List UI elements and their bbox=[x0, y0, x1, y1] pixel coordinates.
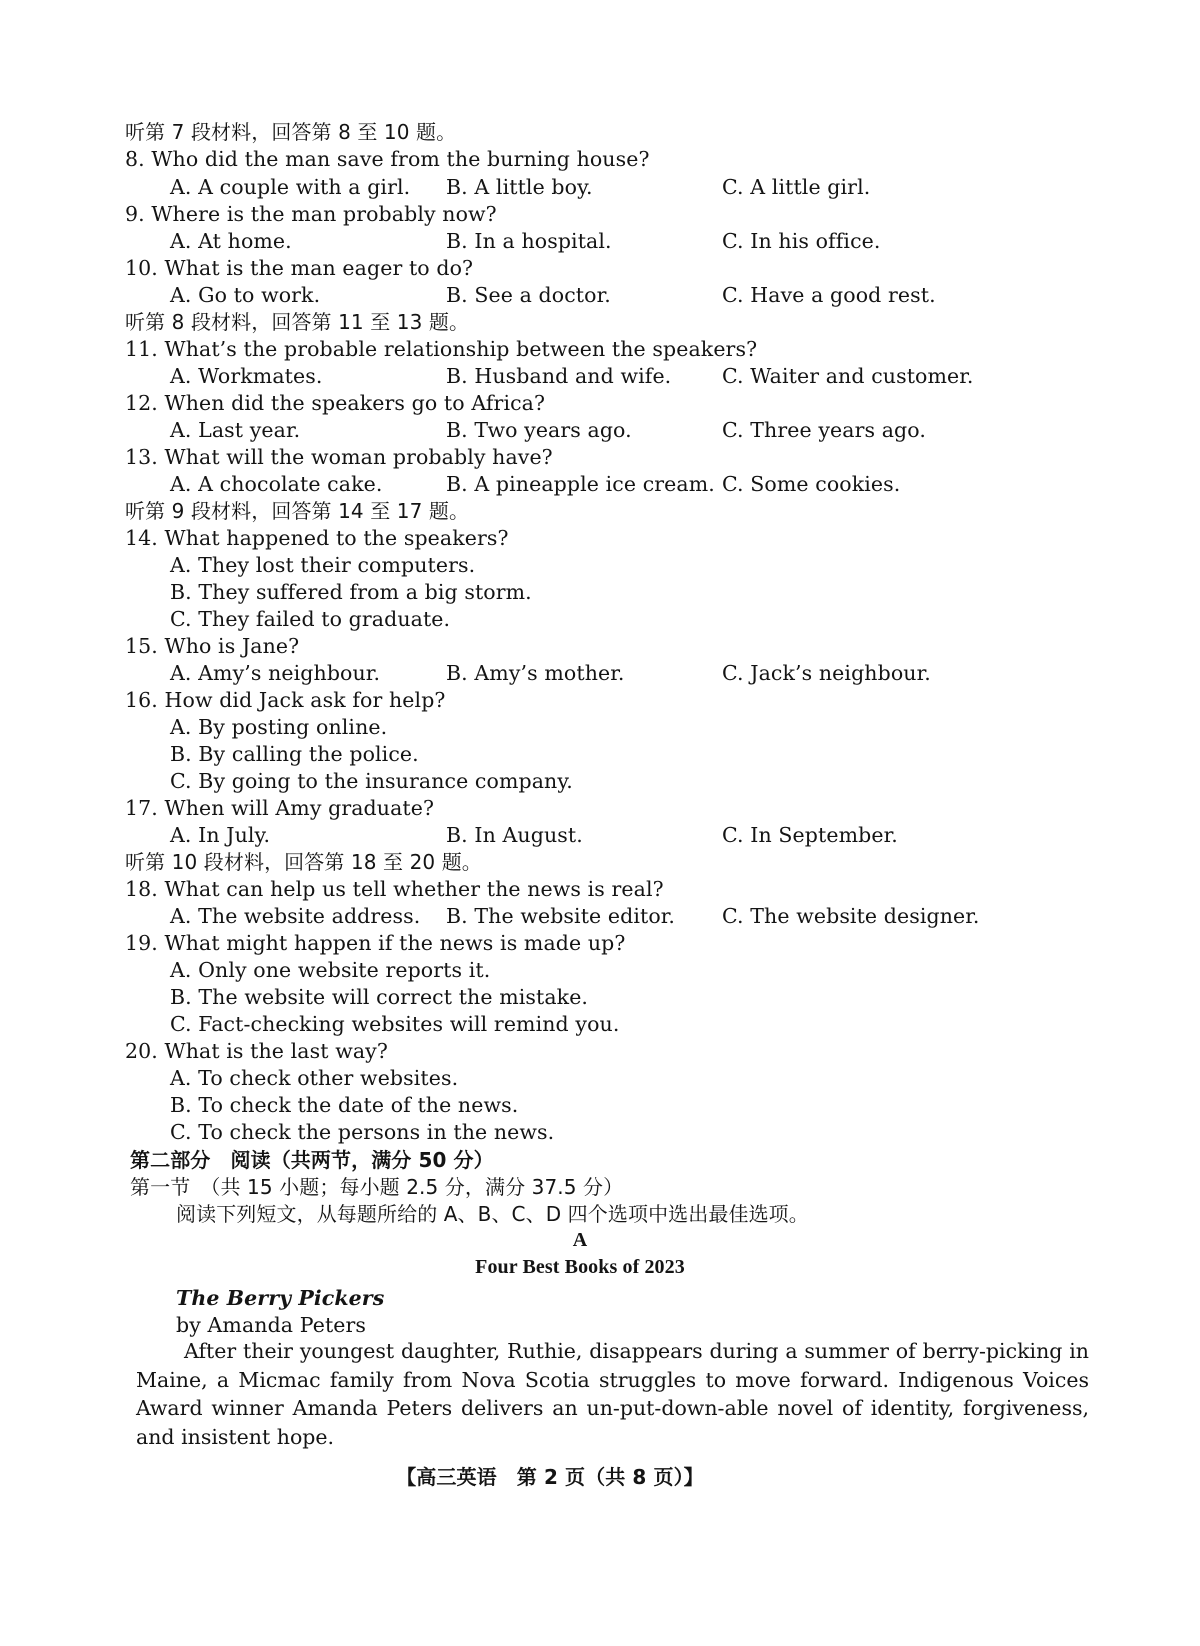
book-description: After their youngest daughter, Ruthie, disappears during a summer of berry-picking in Maine, a Micmac family from Nova Scotia struggles to move forward. Indigenous Voices Award winner Amanda Peters delivers an un-put-down-able novel of identity, forgiveness, and insistent hope. bbox=[136, 1339, 1089, 1449]
page-footer: 【高三英语 第 2 页（共 8 页）】 bbox=[396, 1465, 704, 1489]
question-17: 17. When will Amy graduate? bbox=[125, 796, 435, 820]
question-18: 18. What can help us tell whether the news is real? bbox=[125, 877, 664, 901]
option-a: A. Workmates. bbox=[170, 364, 323, 388]
question-8: 8. Who did the man save from the burning house? bbox=[125, 147, 650, 171]
option-a: A. Amy’s neighbour. bbox=[170, 661, 381, 685]
option-a: A. At home. bbox=[170, 229, 292, 253]
option-c: C. Three years ago. bbox=[722, 418, 926, 442]
option-c: C. A little girl. bbox=[722, 175, 871, 199]
option-c: C. In his office. bbox=[722, 229, 881, 253]
option-b: B. A pineapple ice cream. bbox=[446, 472, 715, 496]
question-20: 20. What is the last way? bbox=[125, 1039, 388, 1063]
question-16: 16. How did Jack ask for help? bbox=[125, 688, 446, 712]
question-9: 9. Where is the man probably now? bbox=[125, 202, 497, 226]
option-b: B. To check the date of the news. bbox=[170, 1093, 519, 1117]
question-12: 12. When did the speakers go to Africa? bbox=[125, 391, 546, 415]
option-a: A. Last year. bbox=[170, 418, 301, 442]
option-b: B. The website editor. bbox=[446, 904, 676, 928]
option-c: C. The website designer. bbox=[722, 904, 980, 928]
section-9-heading: 听第 9 段材料，回答第 14 至 17 题。 bbox=[125, 499, 470, 523]
option-b: B. See a doctor. bbox=[446, 283, 611, 307]
section-10-heading: 听第 10 段材料，回答第 18 至 20 题。 bbox=[125, 850, 482, 874]
part-2-heading: 第二部分 阅读（共两节，满分 50 分） bbox=[130, 1148, 494, 1172]
option-a: A. Only one website reports it. bbox=[170, 958, 491, 982]
question-13: 13. What will the woman probably have? bbox=[125, 445, 553, 469]
option-a: A. They lost their computers. bbox=[170, 553, 476, 577]
option-c: C. To check the persons in the news. bbox=[170, 1120, 555, 1144]
option-b: B. A little boy. bbox=[446, 175, 593, 199]
question-14: 14. What happened to the speakers? bbox=[125, 526, 509, 550]
option-b: B. The website will correct the mistake. bbox=[170, 985, 589, 1009]
option-c: C. In September. bbox=[722, 823, 898, 847]
question-19: 19. What might happen if the news is made up? bbox=[125, 931, 626, 955]
section-1-heading: 第一节 （共 15 小题；每小题 2.5 分，满分 37.5 分） bbox=[130, 1175, 624, 1199]
section-8-heading: 听第 8 段材料，回答第 11 至 13 题。 bbox=[125, 310, 470, 334]
passage-title: Four Best Books of 2023 bbox=[475, 1256, 685, 1278]
option-a: A. To check other websites. bbox=[170, 1066, 459, 1090]
option-b: B. Husband and wife. bbox=[446, 364, 672, 388]
option-c: C. Have a good rest. bbox=[722, 283, 936, 307]
book-title: The Berry Pickers bbox=[176, 1286, 385, 1310]
book-author: by Amanda Peters bbox=[176, 1313, 367, 1337]
option-a: A. In July. bbox=[170, 823, 271, 847]
passage-letter: A bbox=[572, 1229, 588, 1251]
option-b: B. By calling the police. bbox=[170, 742, 419, 766]
option-c: C. By going to the insurance company. bbox=[170, 769, 573, 793]
option-a: A. The website address. bbox=[170, 904, 421, 928]
option-a: A. A chocolate cake. bbox=[170, 472, 383, 496]
option-a: A. By posting online. bbox=[170, 715, 388, 739]
option-c: C. Waiter and customer. bbox=[722, 364, 974, 388]
option-b: B. In August. bbox=[446, 823, 583, 847]
option-c: C. Some cookies. bbox=[722, 472, 901, 496]
question-15: 15. Who is Jane? bbox=[125, 634, 300, 658]
option-a: A. Go to work. bbox=[170, 283, 321, 307]
option-c: C. Fact-checking websites will remind you. bbox=[170, 1012, 620, 1036]
option-b: B. In a hospital. bbox=[446, 229, 612, 253]
section-7-heading: 听第 7 段材料，回答第 8 至 10 题。 bbox=[125, 120, 457, 144]
option-c: C. Jack’s neighbour. bbox=[722, 661, 931, 685]
option-b: B. Amy’s mother. bbox=[446, 661, 625, 685]
reading-instructions: 阅读下列短文，从每题所给的 A、B、C、D 四个选项中选出最佳选项。 bbox=[176, 1202, 809, 1226]
option-a: A. A couple with a girl. bbox=[170, 175, 411, 199]
option-b: B. They suffered from a big storm. bbox=[170, 580, 532, 604]
question-11: 11. What’s the probable relationship between the speakers? bbox=[125, 337, 758, 361]
option-b: B. Two years ago. bbox=[446, 418, 632, 442]
option-c: C. They failed to graduate. bbox=[170, 607, 451, 631]
question-10: 10. What is the man eager to do? bbox=[125, 256, 474, 280]
